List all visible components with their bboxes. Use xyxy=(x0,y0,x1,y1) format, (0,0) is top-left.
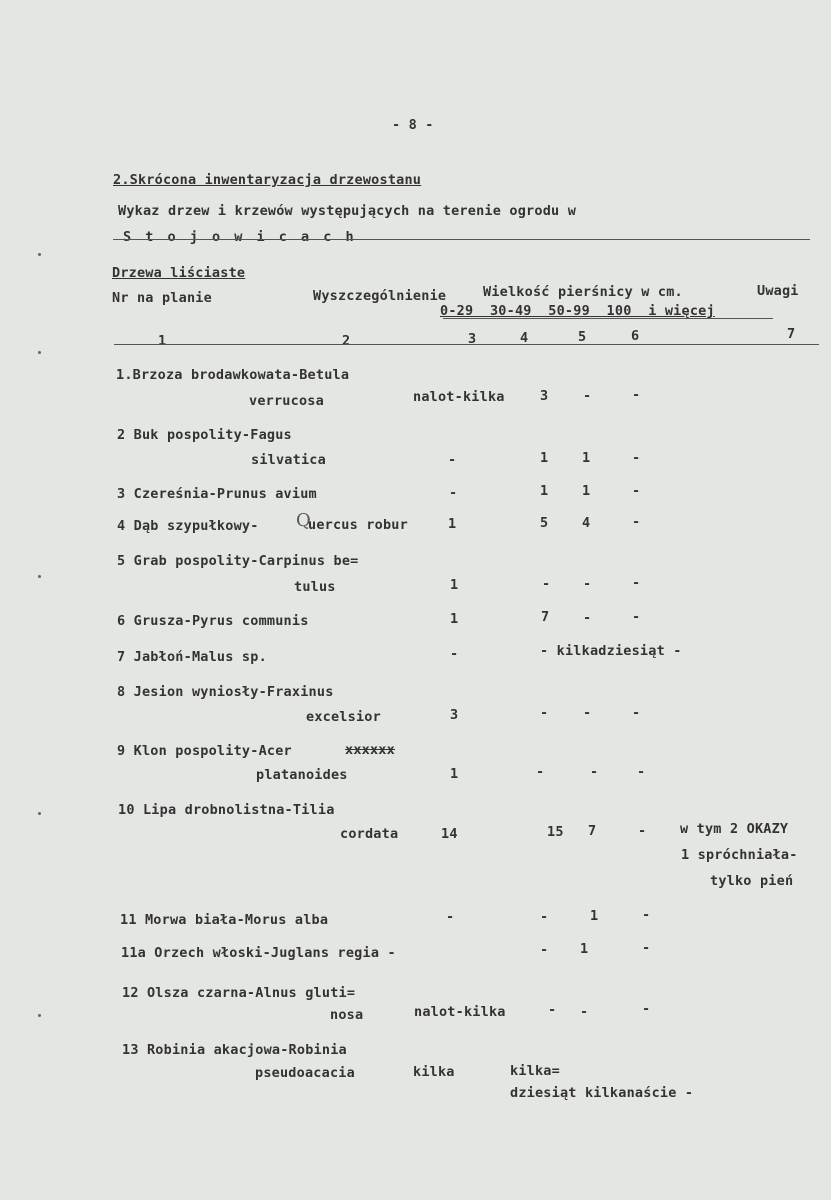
row-name: 12 Olsza czarna-Alnus gluti= xyxy=(122,985,356,1001)
row-col4: - xyxy=(540,705,549,721)
row-col4: - kilkadziesiąt - xyxy=(540,643,682,659)
row-name-cont: uercus robur xyxy=(308,517,408,533)
row-col6: - xyxy=(638,823,647,839)
row-col6: - xyxy=(632,450,641,466)
row-col6: - xyxy=(632,514,641,530)
row-col5: 4 xyxy=(582,515,591,531)
colnum-1: 1 xyxy=(158,333,167,349)
row-name: 4 Dąb szypułkowy- xyxy=(117,518,259,534)
row-name: 8 Jesion wyniosły-Fraxinus xyxy=(117,684,334,700)
row-col6: - xyxy=(632,387,641,403)
row-col4: - xyxy=(540,942,549,958)
row-col4: kilka= xyxy=(510,1063,560,1079)
row-name: 9 Klon pospolity-Acer xyxy=(117,743,292,759)
row-col4-cont: dziesiąt kilkanaście - xyxy=(510,1085,694,1101)
row-col3: - xyxy=(450,646,459,662)
row-col5: - xyxy=(583,388,592,404)
row-name-cont: excelsior xyxy=(306,709,381,725)
row-col4: - xyxy=(540,909,549,925)
header-ranges: 0-29 30-49 50-99 100 i więcej xyxy=(440,303,715,319)
row-name: 6 Grusza-Pyrus communis xyxy=(117,613,309,629)
row-col3: - xyxy=(449,485,458,501)
row-name-cont: verrucosa xyxy=(249,393,324,409)
row-col5: 1 xyxy=(580,941,589,957)
row-name: 11a Orzech włoski-Juglans regia - xyxy=(121,945,396,961)
colnum-7: 7 xyxy=(787,326,796,342)
row-col3: - xyxy=(446,909,455,925)
row-col3: 1 xyxy=(450,611,459,627)
row-col4: 3 xyxy=(540,388,549,404)
row-col5: - xyxy=(583,576,592,592)
row-col3: kilka xyxy=(413,1064,455,1080)
row-name: 1.Brzoza brodawkowata-Betula xyxy=(116,367,350,383)
header-wyszczegolnienie: Wyszczególnienie xyxy=(313,288,447,304)
row-col3: 1 xyxy=(448,516,457,532)
handwritten-correction: Q xyxy=(296,510,311,531)
row-col3: 14 xyxy=(441,826,458,842)
row-name: 11 Morwa biała-Morus alba xyxy=(120,912,329,928)
row-name: 13 Robinia akacjowa-Robinia xyxy=(122,1042,347,1058)
row-name: 7 Jabłoń-Malus sp. xyxy=(117,649,267,665)
row-col3: nalot-kilka xyxy=(414,1004,506,1020)
row-col4: - xyxy=(542,576,551,592)
row-name: 3 Czereśnia-Prunus avium xyxy=(117,486,317,502)
header-uwagi: Uwagi xyxy=(757,283,799,299)
row-name: 2 Buk pospolity-Fagus xyxy=(117,427,292,443)
row-col3: nalot-kilka xyxy=(413,389,505,405)
colnum-underline xyxy=(114,344,819,345)
row-name-cont: nosa xyxy=(330,1007,364,1023)
row-name-cont: pseudoacacia xyxy=(255,1065,355,1081)
header-underline xyxy=(443,318,773,319)
row-col3: 1 xyxy=(450,577,459,593)
page-number: - 8 - xyxy=(392,117,434,133)
row-col6: - xyxy=(642,1001,651,1017)
row-col3: 3 xyxy=(450,707,459,723)
row-name-cont: cordata xyxy=(340,826,399,842)
row-col5: - xyxy=(580,1004,589,1020)
row-col6: - xyxy=(632,705,641,721)
row-col3: - xyxy=(448,452,457,468)
row-col5: - xyxy=(583,705,592,721)
header-wielkosc: Wielkość pierśnicy w cm. xyxy=(483,284,683,300)
struck-text: xxxxxx xyxy=(345,742,395,758)
row-col4: 1 xyxy=(540,483,549,499)
colnum-5: 5 xyxy=(578,329,587,345)
row-col5: - xyxy=(583,610,592,626)
colnum-2: 2 xyxy=(342,333,351,349)
row-remarks: tylko pień xyxy=(710,873,794,889)
row-col3: 1 xyxy=(450,766,459,782)
row-name-cont: platanoides xyxy=(256,767,348,783)
row-col6: - xyxy=(632,483,641,499)
row-col5: 1 xyxy=(582,483,591,499)
row-col6: - xyxy=(642,907,651,923)
margin-dot xyxy=(38,1014,41,1017)
location-underline xyxy=(113,239,810,240)
colnum-6: 6 xyxy=(631,328,640,344)
colnum-3: 3 xyxy=(468,331,477,347)
row-name-cont: tulus xyxy=(294,579,336,595)
row-col6: - xyxy=(642,940,651,956)
section-title: 2.Skrócona inwentaryzacja drzewostanu xyxy=(113,172,422,188)
row-name-cont: silvatica xyxy=(251,452,326,468)
row-col4: - xyxy=(548,1002,557,1018)
margin-dot xyxy=(38,351,41,354)
row-col6: - xyxy=(632,609,641,625)
row-name: 5 Grab pospolity-Carpinus be= xyxy=(117,553,359,569)
row-col4: 15 xyxy=(547,824,564,840)
row-col4: 7 xyxy=(541,609,550,625)
location: S t o j o w i c a c h xyxy=(123,229,357,245)
margin-dot xyxy=(38,575,41,578)
margin-dot xyxy=(38,253,41,256)
row-col5: - xyxy=(590,764,599,780)
intro-line: Wykaz drzew i krzewów występujących na terenie ogrodu w xyxy=(118,203,577,219)
colnum-4: 4 xyxy=(520,330,529,346)
subtitle: Drzewa liściaste xyxy=(112,265,246,281)
row-col6: - xyxy=(637,764,646,780)
row-name: 10 Lipa drobnolistna-Tilia xyxy=(118,802,335,818)
row-col4: 1 xyxy=(540,450,549,466)
row-col4: - xyxy=(536,764,545,780)
header-nr: Nr na planie xyxy=(112,290,212,306)
row-col5: 1 xyxy=(590,908,599,924)
row-col4: 5 xyxy=(540,515,549,531)
row-col5: 7 xyxy=(588,823,597,839)
row-remarks: w tym 2 OKAZY xyxy=(680,821,789,837)
row-col5: 1 xyxy=(582,450,591,466)
row-col6: - xyxy=(632,575,641,591)
margin-dot xyxy=(38,812,41,815)
row-remarks: 1 spróchniała- xyxy=(681,847,798,863)
